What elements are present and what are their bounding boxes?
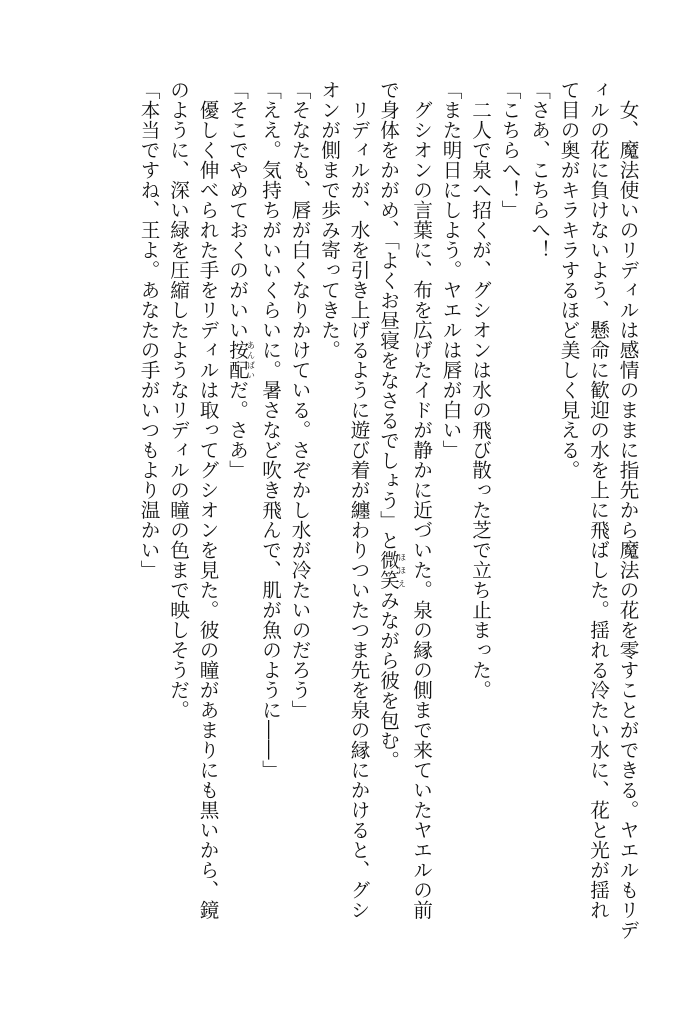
text-line-14: 「そこでやめておくのがいい按配あんばいだ。さあ」 [225,80,256,480]
text-line-4: 「さあ、こちらへ！ [527,80,551,260]
text-line-11: オンが側まで歩み寄ってきた。 [317,80,341,360]
text-line-8: グシオンの言葉に、布を広げたイドが静かに近づいた。泉の縁の側まで来ていたヤエルの前 [409,100,433,920]
text-line-16: のように、深い緑を圧縮したようなリディルの瞳の色まで映しそうだ。 [166,80,190,720]
text-line-1: 女、魔法使いのリディルは感情のままに指先から魔法の花を零すことができる。ヤエルもリデ [616,100,639,940]
text-line-13: 「ええ。気持ちがいいくらいに。暑さなど吹き飛んで、肌が魚のように――」 [258,80,282,780]
text-line-12: 「そなたも、唇が白くなりかけている。さぞかし水が冷たいのだろう」 [288,80,311,720]
text-line-15: 優しく伸べられた手をリディルは取ってグシオンを見た。彼の瞳があまりにも黒いから、鏡 [196,100,219,920]
text-line-17: 「本当ですね、王よ。あなたの手がいつもより温かい」 [137,80,160,580]
text-line-6: 二人で泉へ招くが、グシオンは水の飛び散った芝で立ち止まった。 [468,100,492,700]
ruby-anbai: 按配あんばい [225,340,256,380]
ruby-hohoemi: 微笑ほほえ [376,550,407,591]
vertical-text-body [134,80,643,960]
text-line-2: ィルの花に負けないよう、懸命に歓迎の水を上に飛ばした。揺れる冷たい水に、花と光が揺れ [586,80,610,920]
text-line-3: て目の奥がキラキラするほど美しく見える。 [557,80,580,480]
text-line-7: 「また明日にしよう。ヤエルは唇が白い」 [439,80,462,460]
text-line-9: で身体をかがめ、「よくお昼寝をなさるでしょう」と微笑ほほえみながら彼を包む。 [376,80,407,771]
text-line-5: 「こちらへ！」 [498,80,521,220]
text-line-10: リディルが、水を引き上げるように遊び着が纏わりついたつま先を泉の縁にかけると、グシ [347,100,370,920]
